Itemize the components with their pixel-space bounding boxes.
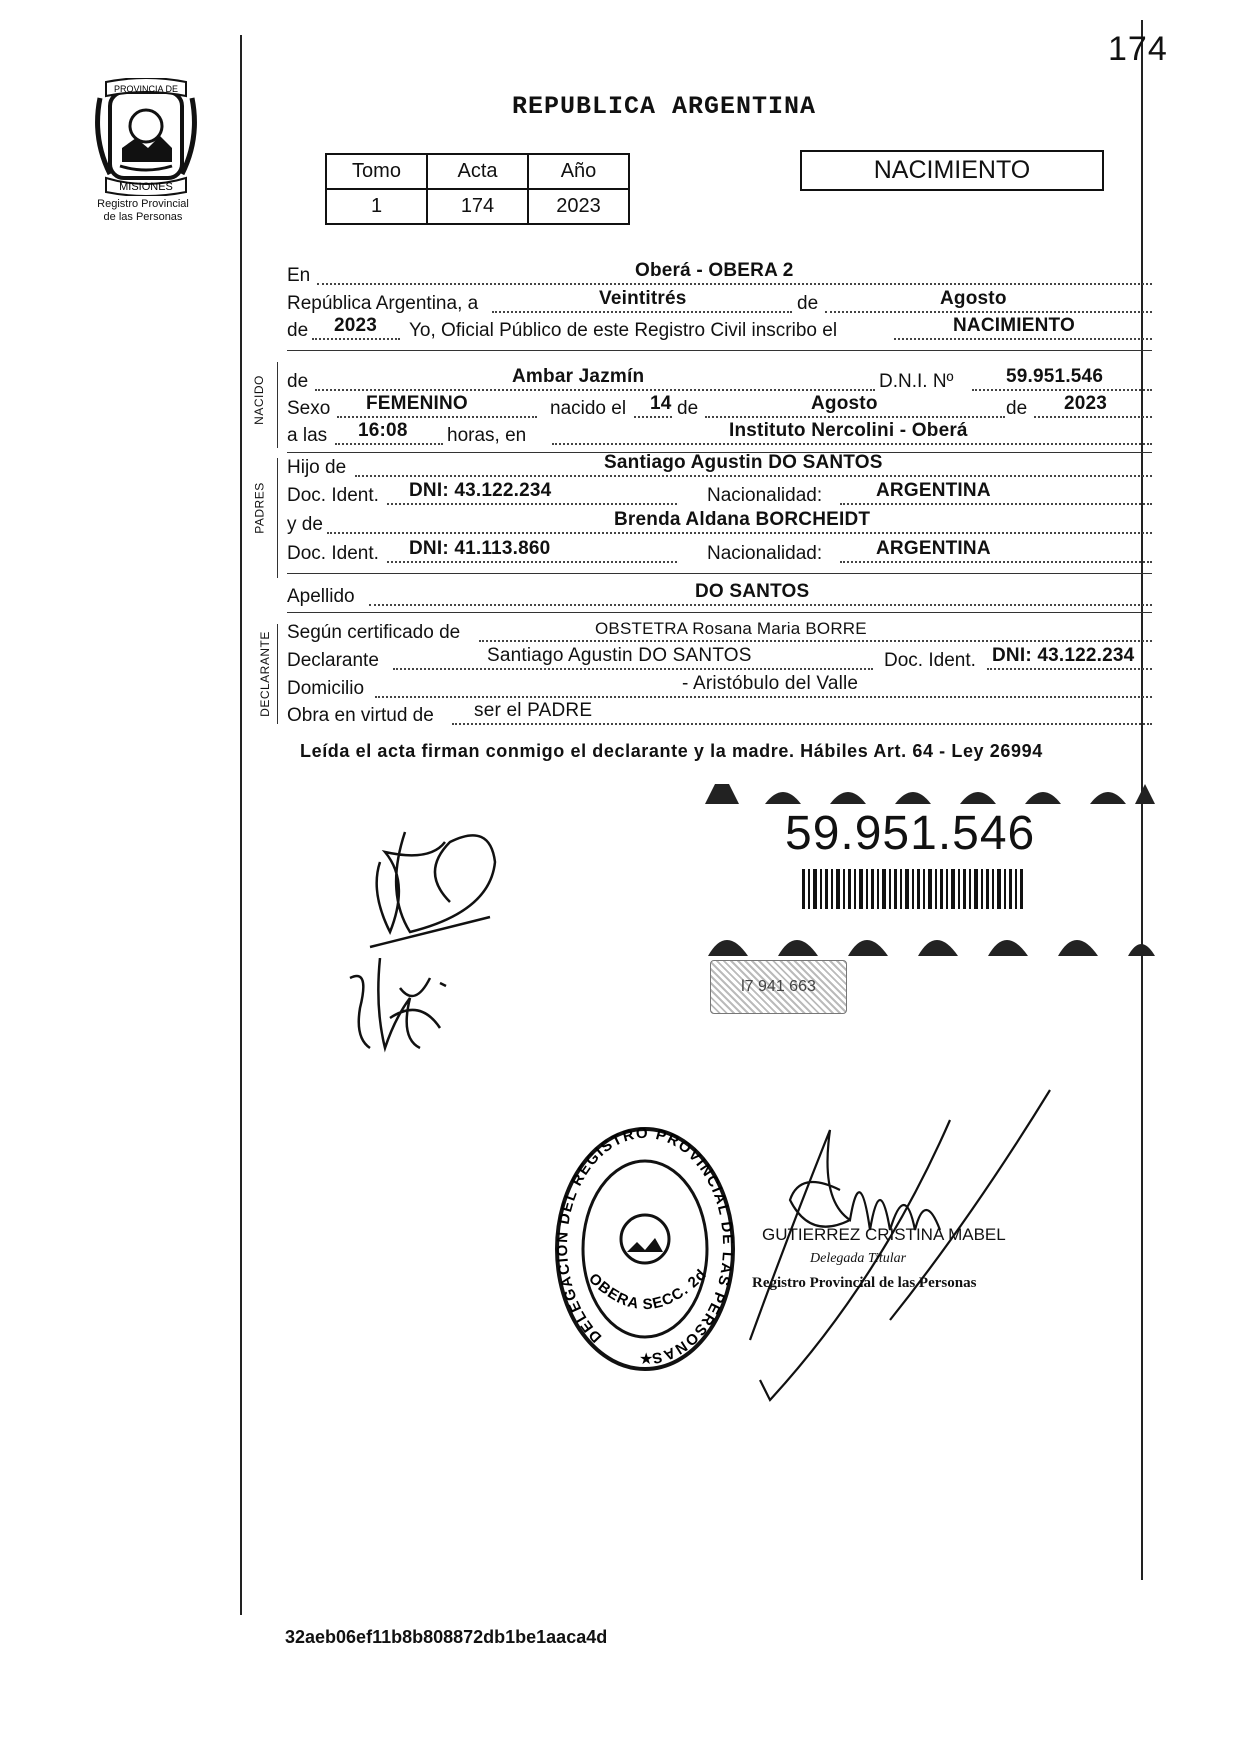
value-anio: 2023 <box>334 315 378 336</box>
stamp-star: ★ <box>639 1351 654 1368</box>
value-padre: Santiago Agustin DO SANTOS <box>604 452 883 473</box>
security-sticker-top-pattern <box>705 776 1155 806</box>
value-hora: 16:08 <box>358 420 408 441</box>
field-row-fecha <box>287 288 1152 317</box>
field-row-madre <box>287 509 1152 538</box>
value-acto: NACIMIENTO <box>953 315 1075 336</box>
page-title: REPUBLICA ARGENTINA <box>512 92 817 121</box>
label-domicilio: Domicilio <box>287 678 365 699</box>
logo-banner-bottom: MISIONES <box>119 181 173 193</box>
section-divider <box>287 350 1152 351</box>
value-padre-dni: DNI: 43.122.234 <box>409 480 552 501</box>
field-row-madre-doc <box>287 538 1152 567</box>
label-republica: República Argentina, a <box>287 293 479 314</box>
section-label-nacido: NACIDO <box>251 375 266 425</box>
label-nacionalidad-madre: Nacionalidad: <box>707 543 823 564</box>
table-header-row <box>326 154 629 189</box>
sticker-code: l7 941 663 <box>741 978 816 995</box>
field-row-acto <box>287 315 1152 344</box>
value-sexo: FEMENINO <box>366 393 468 414</box>
table-cell: 174 <box>427 189 528 224</box>
value-nombre: Ambar Jazmín <box>512 366 645 387</box>
label-declarante: Declarante <box>287 650 379 671</box>
legal-text: Leída el acta firman conmigo el declarante y la madre. Hábiles Art. 64 - Ley 26994 <box>300 741 1043 761</box>
field-row-sexo <box>287 393 1152 422</box>
page-number: 174 <box>1108 30 1168 68</box>
label-doc-ident-declarante: Doc. Ident. <box>884 650 976 671</box>
official-signature <box>730 1080 1080 1410</box>
value-certificado: OBSTETRA Rosana Maria BORRE <box>595 619 867 638</box>
field-row-apellido <box>287 581 1152 610</box>
security-sticker-bottom-pattern <box>708 922 1155 956</box>
padres-bracket <box>277 458 286 578</box>
sticker-number: 59.951.546 <box>785 807 1036 860</box>
official-name: GUTIERREZ CRISTINA MABEL <box>762 1225 1006 1244</box>
field-row-nombre <box>287 366 1152 395</box>
section-label-declarante: DECLARANTE <box>257 631 272 717</box>
label-apellido: Apellido <box>287 586 355 607</box>
label-en: En <box>287 265 311 286</box>
label-de2: de <box>677 398 699 419</box>
table-cell: 1 <box>326 189 427 224</box>
label-yo-oficial: Yo, Oficial Público de este Registro Civil inscribo el <box>409 320 838 341</box>
value-mes: Agosto <box>940 288 1007 309</box>
nacido-bracket <box>277 362 286 448</box>
table-header-cell: Año <box>528 154 629 189</box>
section-divider <box>287 612 1152 613</box>
field-row-declarante <box>287 645 1152 674</box>
label-de-nombre: de <box>287 371 309 392</box>
official-stamp <box>553 1124 738 1374</box>
stamp-ring-text: DELEGACION DEL REGISTRO PROVINCIAL DE LAS PERSONAS <box>553 1124 737 1367</box>
section-label-padres: PADRES <box>252 482 267 534</box>
mother-signature <box>340 958 450 1058</box>
label-de3: de <box>1006 398 1028 419</box>
value-dia-nac: 14 <box>650 393 672 414</box>
table-row <box>326 189 629 224</box>
field-row-hora <box>287 420 1152 449</box>
table-cell: 2023 <box>528 189 629 224</box>
logo-caption-line2: de las Personas <box>103 211 183 223</box>
field-row-padre <box>287 452 1152 481</box>
value-domicilio: - Aristóbulo del Valle <box>682 673 859 694</box>
declarant-signature <box>350 822 510 950</box>
field-row-domicilio <box>287 673 1152 702</box>
document-hash: 32aeb06ef11b8b808872db1be1aaca4d <box>285 1627 608 1647</box>
label-de-mes: de <box>797 293 819 314</box>
logo-banner-top: PROVINCIA DE <box>113 84 179 94</box>
value-padre-nac: ARGENTINA <box>876 480 991 501</box>
label-a-las: a las <box>287 425 328 446</box>
value-declarante: Santiago Agustin DO SANTOS <box>487 645 752 666</box>
label-nacionalidad-padre: Nacionalidad: <box>707 485 823 506</box>
logo-caption-line1: Registro Provincial <box>97 198 189 210</box>
section-divider <box>287 573 1152 574</box>
value-madre-dni: DNI: 41.113.860 <box>409 538 551 559</box>
value-madre: Brenda Aldana BORCHEIDT <box>614 509 871 530</box>
value-lugar-nac: Instituto Nercolini - Oberá <box>729 420 968 441</box>
label-segun: Según certificado de <box>287 622 461 643</box>
field-row-padre-doc <box>287 480 1152 509</box>
value-dni: 59.951.546 <box>1006 366 1104 387</box>
table-header-cell: Tomo <box>326 154 427 189</box>
label-horas-en: horas, en <box>447 425 527 446</box>
declarante-bracket <box>277 624 286 724</box>
left-margin-line <box>240 35 242 1615</box>
value-dia-letras: Veintitrés <box>599 288 687 309</box>
registry-table <box>325 153 630 225</box>
label-obra: Obra en virtud de <box>287 705 434 726</box>
stamp-bottom-text: OBERA SECC. 2d <box>585 1265 711 1314</box>
act-type-box: NACIMIENTO <box>800 150 1104 191</box>
value-lugar: Oberá - OBERA 2 <box>635 260 794 281</box>
field-row-certificado <box>287 620 1152 646</box>
official-org: Registro Provincial de las Personas <box>752 1275 977 1291</box>
value-declarante-dni: DNI: 43.122.234 <box>992 645 1135 666</box>
value-mes-nac: Agosto <box>811 393 878 414</box>
province-coat-of-arms <box>92 78 200 196</box>
official-role: Delegada Titular <box>810 1251 907 1266</box>
field-row-lugar <box>287 260 1152 289</box>
label-hijo-de: Hijo de <box>287 457 347 478</box>
field-row-obra <box>287 700 1152 729</box>
table-header-cell: Acta <box>427 154 528 189</box>
label-sexo: Sexo <box>287 398 331 419</box>
value-apellido: DO SANTOS <box>695 581 810 602</box>
label-doc-ident-madre: Doc. Ident. <box>287 543 379 564</box>
label-dni: D.N.I. Nº <box>879 371 954 392</box>
sticker-barcode <box>800 869 1025 909</box>
value-madre-nac: ARGENTINA <box>876 538 991 559</box>
label-y-de: y de <box>287 514 323 535</box>
value-obra: ser el PADRE <box>474 700 593 721</box>
label-doc-ident-padre: Doc. Ident. <box>287 485 379 506</box>
sticker-code-box <box>710 960 847 1014</box>
label-de-anio: de <box>287 320 309 341</box>
label-nacido-el: nacido el <box>550 398 627 419</box>
value-anio-nac: 2023 <box>1064 393 1108 414</box>
logo-caption <box>74 198 212 224</box>
